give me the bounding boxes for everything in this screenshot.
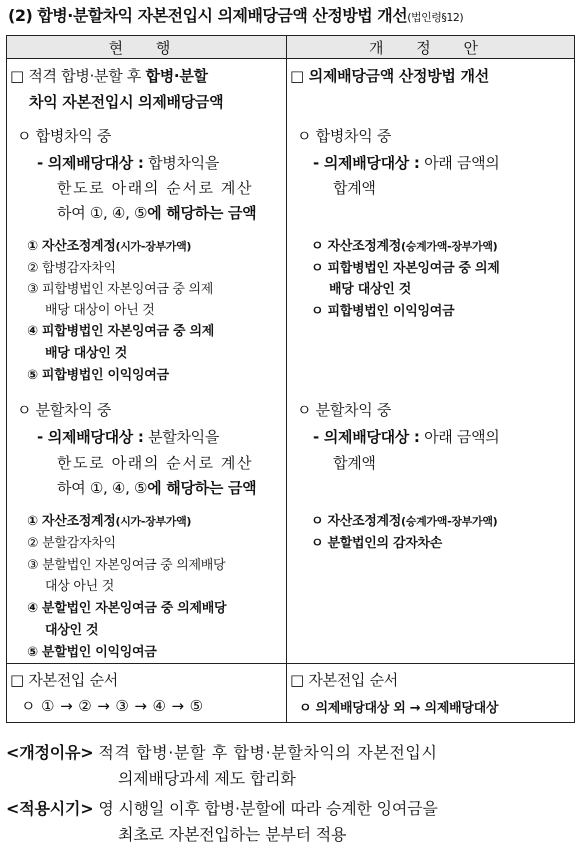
comparison-table: [6, 35, 575, 723]
current-split-dash-line3-bold: 에 해당하는 금액: [147, 479, 257, 497]
current-order-heading: □ 자본전입 순서: [10, 671, 118, 689]
current-split-heading: ㅇ 분할차익 중: [17, 401, 112, 419]
revised-merge-item2-cont: 배당 대상인 것: [329, 282, 411, 297]
apply-line1: 영 시행일 이후 합병·분할에 따라 승계한 잉여금을: [98, 799, 438, 818]
current-order-sequence: ㅇ ① → ② → ③ → ④ → ⑤: [21, 697, 204, 715]
current-order-cell: [7, 664, 287, 723]
revised-merge-heading: ㅇ 합병차익 중: [297, 127, 392, 145]
current-merge-dash-text: 합병차익을: [148, 154, 220, 172]
current-box1-continued: 차익 자본전입시 의제배당금액: [29, 93, 224, 111]
current-split-item1: ① 자산조정계정: [27, 514, 116, 529]
current-split-item4-cont: 대상인 것: [45, 623, 99, 638]
revised-split-dash-text: 아래 금액의: [424, 428, 500, 446]
apply-label: <적용시기>: [6, 799, 94, 818]
current-merge-dash-line2: 한도로 아래의 순서로 계산: [57, 179, 254, 197]
revised-merge-dash-line2: 합계액: [333, 179, 376, 197]
current-box1-text: □ 적격 합병·분할 후: [10, 67, 146, 85]
current-merge-item3-cont: 배당 대상이 아닌 것: [45, 303, 155, 318]
current-split-dash-text: 분할차익을: [148, 428, 220, 446]
revised-split-item1: ㅇ 자산조정계정: [311, 514, 402, 529]
current-split-item3-cont: 대상 아닌 것: [45, 579, 114, 594]
current-merge-dash-line3-bold: 에 해당하는 금액: [147, 204, 257, 222]
revised-order-cell: [287, 664, 575, 723]
current-split-dash-label: - 의제배당대상 :: [37, 428, 144, 446]
current-merge-item4-cont: 배당 대상인 것: [45, 346, 127, 361]
table-body-row: [7, 59, 575, 664]
current-split-item1-note: (시가-장부가액): [115, 515, 192, 528]
current-split-item4: ④ 분할법인 자본잉여금 중 의제배당: [27, 601, 227, 616]
table-order-row: [7, 664, 575, 723]
current-split-dash-line2: 한도로 아래의 순서로 계산: [57, 454, 254, 472]
revised-merge-dash-text: 아래 금액의: [424, 154, 500, 172]
current-box1-bold: 합병·분할: [145, 67, 208, 85]
current-split-item5: ⑤ 분할법인 이익잉여금: [27, 645, 157, 660]
reason-line2: 의제배당과세 제도 합리화: [118, 769, 296, 788]
current-merge-dash-line3: 하여 ①, ④, ⑤: [57, 204, 148, 222]
title-reference: (법인령§12): [407, 11, 464, 24]
revised-column: [287, 59, 575, 664]
revised-split-item2: ㅇ 분할법인의 감자차손: [311, 536, 443, 551]
apply-line2: 최초로 자본전입하는 분부터 적용: [118, 825, 347, 844]
revised-split-dash-line2: 합계액: [333, 454, 376, 472]
title-text: (2) 합병·분할차익 자본전입시 의제배당금액 산정방법 개선: [8, 6, 408, 25]
current-merge-item5: ⑤ 피합병법인 이익잉여금: [27, 368, 169, 383]
revised-split-dash-label: - 의제배당대상 :: [313, 428, 420, 446]
header-revised: 개 정 안: [287, 36, 575, 59]
current-merge-item3: ③ 피합병법인 자본잉여금 중 의제: [27, 282, 214, 297]
current-split-dash-line3: 하여 ①, ④, ⑤: [57, 479, 148, 497]
current-merge-item2: ② 합병감자차익: [27, 261, 116, 276]
current-merge-item1: ① 자산조정계정: [27, 239, 116, 254]
revised-merge-item1-note: (승계가액-장부가액): [401, 240, 498, 253]
current-merge-item4: ④ 피합병법인 자본잉여금 중 의제: [27, 324, 214, 339]
revised-box1-text: □ 의제배당금액 산정방법 개선: [290, 67, 489, 85]
revised-split-item1-note: (승계가액-장부가액): [401, 515, 498, 528]
revised-merge-item2: ㅇ 피합병법인 자본잉여금 중 의제: [311, 261, 500, 276]
table-header-row: [7, 36, 575, 59]
revised-split-heading: ㅇ 분할차익 중: [297, 401, 392, 419]
current-merge-item1-note: (시가-장부가액): [115, 240, 192, 253]
revised-order-sequence: ㅇ 의제배당대상 외 → 의제배당대상: [299, 701, 499, 716]
reason-line1: 적격 합병·분할 후 합병·분할차익의 자본전입시: [98, 743, 438, 762]
section-title: [8, 3, 463, 26]
revised-merge-item3: ㅇ 피합병법인 이익잉여금: [311, 304, 455, 319]
current-merge-heading: ㅇ 합병차익 중: [17, 127, 112, 145]
revised-merge-item1: ㅇ 자산조정계정: [311, 239, 402, 254]
current-split-item3: ③ 분할법인 자본잉여금 중 의제배당: [27, 558, 226, 573]
reason-label: <개정이유>: [6, 743, 94, 762]
current-merge-dash-label: - 의제배당대상 :: [37, 154, 144, 172]
header-current: 현 행: [7, 36, 287, 59]
revised-merge-dash-label: - 의제배당대상 :: [313, 154, 420, 172]
revised-order-heading: □ 자본전입 순서: [290, 671, 398, 689]
current-column: [7, 59, 287, 664]
current-split-item2: ② 분할감자차익: [27, 536, 116, 551]
